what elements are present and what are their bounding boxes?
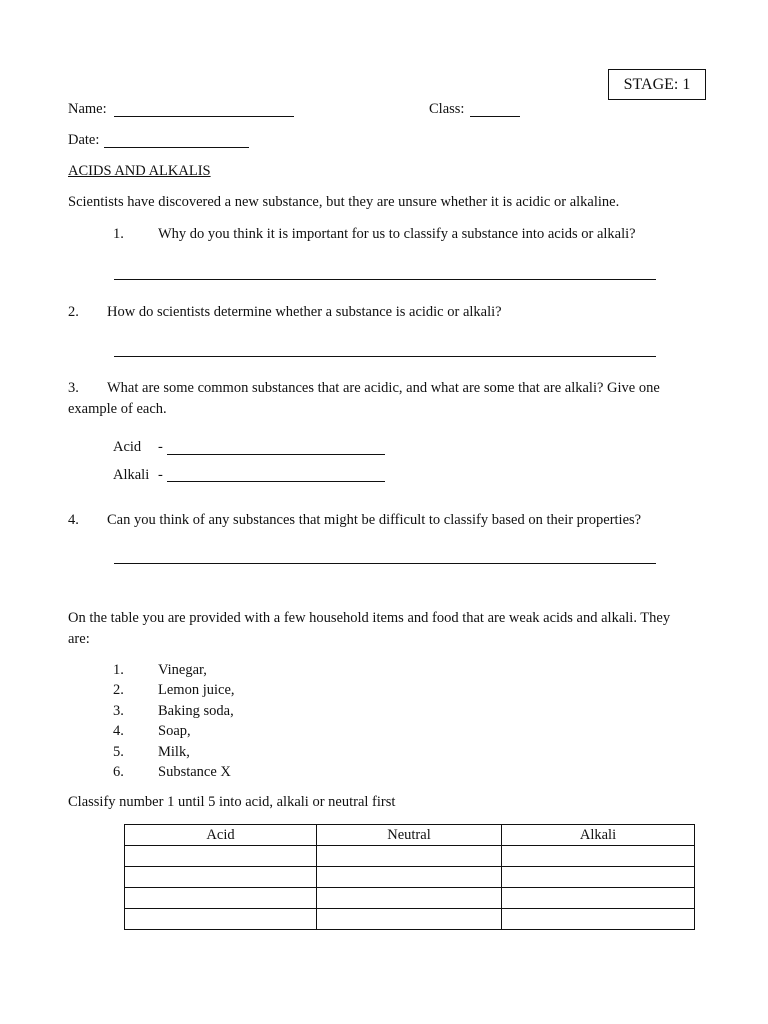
header-acid: Acid (125, 825, 317, 846)
question-1-number: 1. (113, 226, 124, 242)
table-cell[interactable] (317, 846, 502, 867)
table-header-row (125, 825, 695, 846)
question-2-number: 2. (68, 304, 79, 320)
classify-instruction: Classify number 1 until 5 into acid, alkali or neutral first (68, 794, 396, 810)
date-label: Date: (68, 132, 100, 148)
list-item-number: 1. (113, 662, 124, 678)
table-cell[interactable] (125, 846, 317, 867)
table-cell[interactable] (502, 888, 695, 909)
list-item: Soap, (158, 723, 191, 739)
header-alkali: Alkali (502, 825, 695, 846)
question-1-answer-line[interactable] (114, 279, 656, 280)
table-intro-line-2: are: (68, 631, 90, 647)
table-intro-line-1: On the table you are provided with a few household items and food that are weak acids and alkali. They (68, 610, 671, 626)
question-4-number: 4. (68, 512, 79, 528)
list-item-number: 3. (113, 703, 124, 719)
alkali-answer-line[interactable] (167, 481, 385, 482)
table-cell[interactable] (317, 888, 502, 909)
table-row (125, 909, 695, 930)
table-cell[interactable] (125, 867, 317, 888)
list-item-number: 4. (113, 723, 124, 739)
list-item: Milk, (158, 744, 190, 760)
table-cell[interactable] (502, 846, 695, 867)
table-row (125, 867, 695, 888)
list-item-number: 6. (113, 764, 124, 780)
name-field[interactable] (114, 116, 294, 117)
list-item-number: 2. (113, 682, 124, 698)
question-3-text-continued: example of each. (68, 401, 167, 417)
class-field[interactable] (470, 116, 520, 117)
question-3-text: What are some common substances that are acidic, and what are some that are alkali? Give one (107, 380, 660, 396)
question-2-answer-line[interactable] (114, 356, 656, 357)
table-cell[interactable] (125, 888, 317, 909)
question-2-text: How do scientists determine whether a substance is acidic or alkali? (107, 304, 502, 320)
acid-answer-line[interactable] (167, 454, 385, 455)
header-neutral: Neutral (317, 825, 502, 846)
alkali-label: Alkali (113, 467, 150, 483)
stage-label: STAGE: 1 (608, 69, 706, 100)
intro-text: Scientists have discovered a new substance, but they are unsure whether it is acidic or alkaline. (68, 194, 620, 210)
question-1-text: Why do you think it is important for us to classify a substance into acids or alkali? (158, 226, 636, 242)
list-item-number: 5. (113, 744, 124, 760)
table-row (125, 888, 695, 909)
acid-label: Acid (113, 439, 142, 455)
list-item: Substance X (158, 764, 231, 780)
table-cell[interactable] (502, 909, 695, 930)
table-cell[interactable] (317, 909, 502, 930)
list-item: Baking soda, (158, 703, 234, 719)
question-3-number: 3. (68, 380, 79, 396)
table-cell[interactable] (125, 909, 317, 930)
table-row (125, 846, 695, 867)
question-4-answer-line[interactable] (114, 563, 656, 564)
alkali-dash: - (158, 467, 163, 483)
name-label: Name: (68, 101, 107, 117)
classification-table (124, 824, 695, 930)
list-item: Lemon juice, (158, 682, 235, 698)
page-title: ACIDS AND ALKALIS (68, 163, 211, 179)
class-label: Class: (429, 101, 465, 117)
table-cell[interactable] (317, 867, 502, 888)
table-cell[interactable] (502, 867, 695, 888)
date-field[interactable] (104, 147, 249, 148)
question-4-text: Can you think of any substances that might be difficult to classify based on their properties? (107, 512, 642, 528)
list-item: Vinegar, (158, 662, 207, 678)
acid-dash: - (158, 439, 163, 455)
